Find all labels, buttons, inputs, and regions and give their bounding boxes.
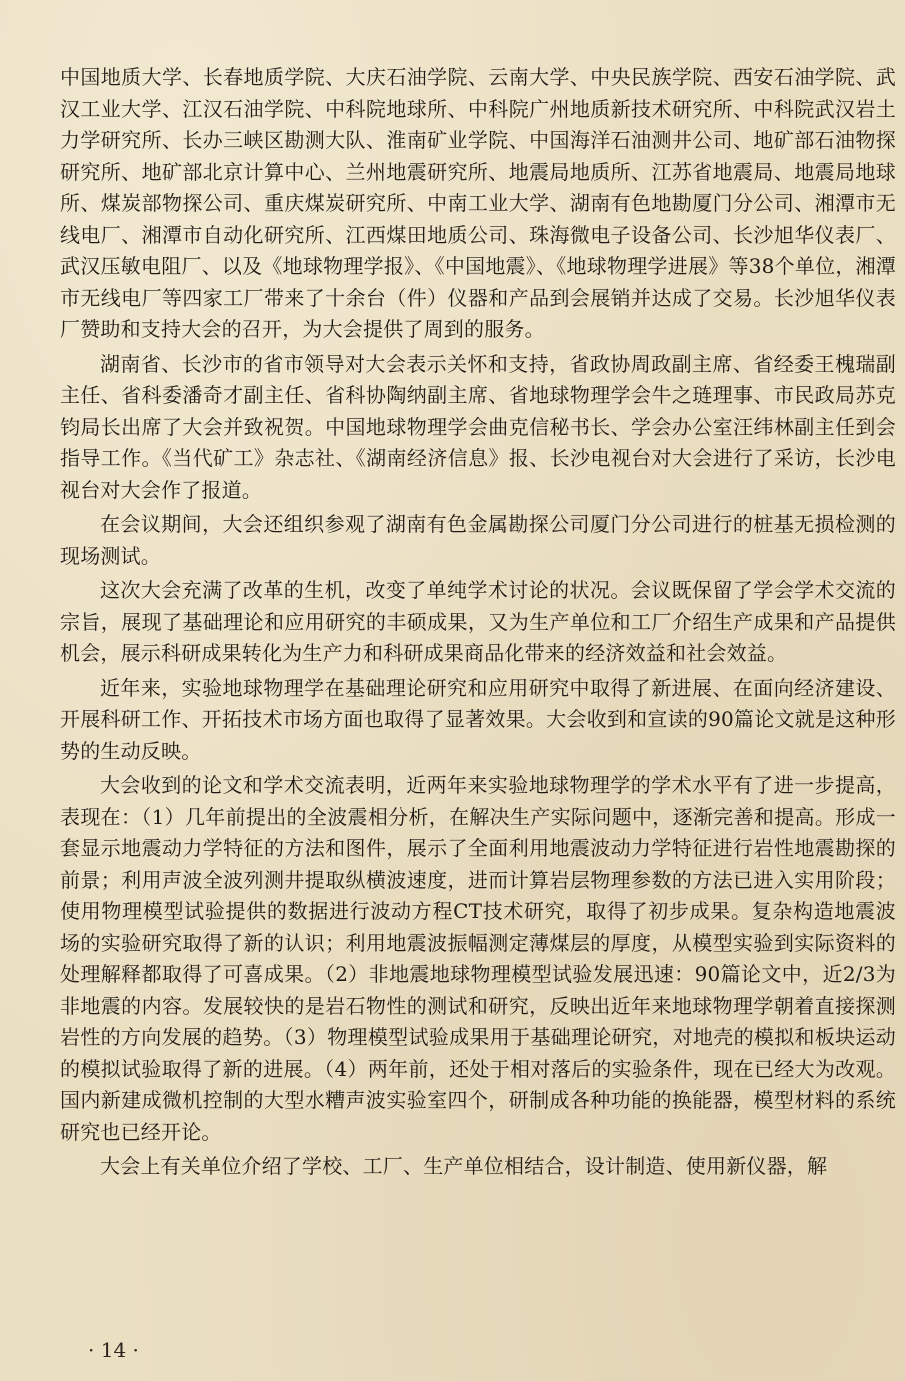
paragraph-reform: 这次大会充满了改革的生机，改变了单纯学术讨论的状况。会议既保留了学会学术交流的宗旨，展现了基础理论和应用研究的丰硕成果，又为生产单位和工厂介绍生产成果和产品提供机会，展示科研成果转化为生产力和科研成果商品化带来的经济效益和社会效益。 xyxy=(60,578,896,665)
paragraph-achievements: 大会收到的论文和学术交流表明，近两年来实验地球物理学的学术水平有了进一步提高，表现在：（1）几年前提出的全波震相分析，在解决生产实际问题中，逐渐完善和提高。形成一套显示地震动力学特征的方法和图件，展示了全面利用地震波动力学特征进行岩性地震勘探的前景；利用声波全波列测井提取纵横波速度，进而计算岩层物理参数的方法已进入实用阶段；使用物理模型试验提供的数据进行波动方程CT技术研究，取得了初步成果。复杂构造地震波场的实验研究取得了新的认识；利用地震波振幅测定薄煤层的厚度，从模型实验到实际资料的处理解释都取得了可喜成果。（2）非地震地球物理模型试验发展迅速：90篇论文中，近2/3为非地震的内容。发展较快的是岩石物性的测试和研究，反映出近年来地球物理学朝着直接探测岩性的方向发展的趋势。（3）物理模型试验成果用于基础理论研究，对地壳的模拟和板块运动的模拟试验取得了新的进展。（4）两年前，还处于相对落后的实验条件，现在已经大为改观。国内新建成微机控制的大型水糟声波实验室四个，研制成各种功能的换能器，模型材料的系统研究也已经开论。 xyxy=(60,773,896,1144)
body-text xyxy=(60,62,896,1183)
paragraph-leaders: 湖南省、长沙市的省市领导对大会表示关怀和支持，省政协周政副主席、省经委王槐瑞副主任、省科委潘奇才副主任、省科协陶纳副主席、省地球物理学会牛之琏理事、市民政局苏克钧局长出席了大会并致祝贺。中国地球物理学会曲克信秘书长、学会办公室汪纬林副主任到会指导工作。《当代矿工》杂志社、《湖南经济信息》报、长沙电视台对大会进行了采访，长沙电视台对大会作了报道。 xyxy=(60,351,896,502)
page-number: · 14 · xyxy=(88,1338,139,1362)
paragraph-instruments: 大会上有关单位介绍了学校、工厂、生产单位相结合，设计制造、使用新仪器，解 xyxy=(100,1154,828,1178)
paragraph-field-visit: 在会议期间，大会还组织参观了湖南有色金属勘探公司厦门分公司进行的桩基无损检测的现场测试。 xyxy=(60,512,896,568)
paragraph-participants: 中国地质大学、长春地质学院、大庆石油学院、云南大学、中央民族学院、西安石油学院、武汉工业大学、江汉石油学院、中科院地球所、中科院广州地质新技术研究所、中科院武汉岩土力学研究所、长办三峡区勘测大队、淮南矿业学院、中国海洋石油测井公司、地矿部石油物探研究所、地矿部北京计算中心、兰州地震研究所、地震局地质所、江苏省地震局、地震局地球所、煤炭部物探公司、重庆煤炭研究所、中南工业大学、湖南有色地勘厦门分公司、湘潭市无线电厂、湘潭市自动化研究所、江西煤田地质公司、珠海微电子设备公司、长沙旭华仪表厂、武汉压敏电阻厂、以及《地球物理学报》、《中国地震》、《地球物理学进展》等38个单位，湘潭市无线电厂等四家工厂带来了十余台（件）仪器和产品到会展销并达成了交易。长沙旭华仪表厂赞助和支持大会的召开，为大会提供了周到的服务。 xyxy=(60,65,896,341)
paragraph-progress: 近年来，实验地球物理学在基础理论研究和应用研究中取得了新进展、在面向经济建设、开展科研工作、开拓技术市场方面也取得了显著效果。大会收到和宣读的90篇论文就是这种形势的生动反映。 xyxy=(60,675,896,763)
